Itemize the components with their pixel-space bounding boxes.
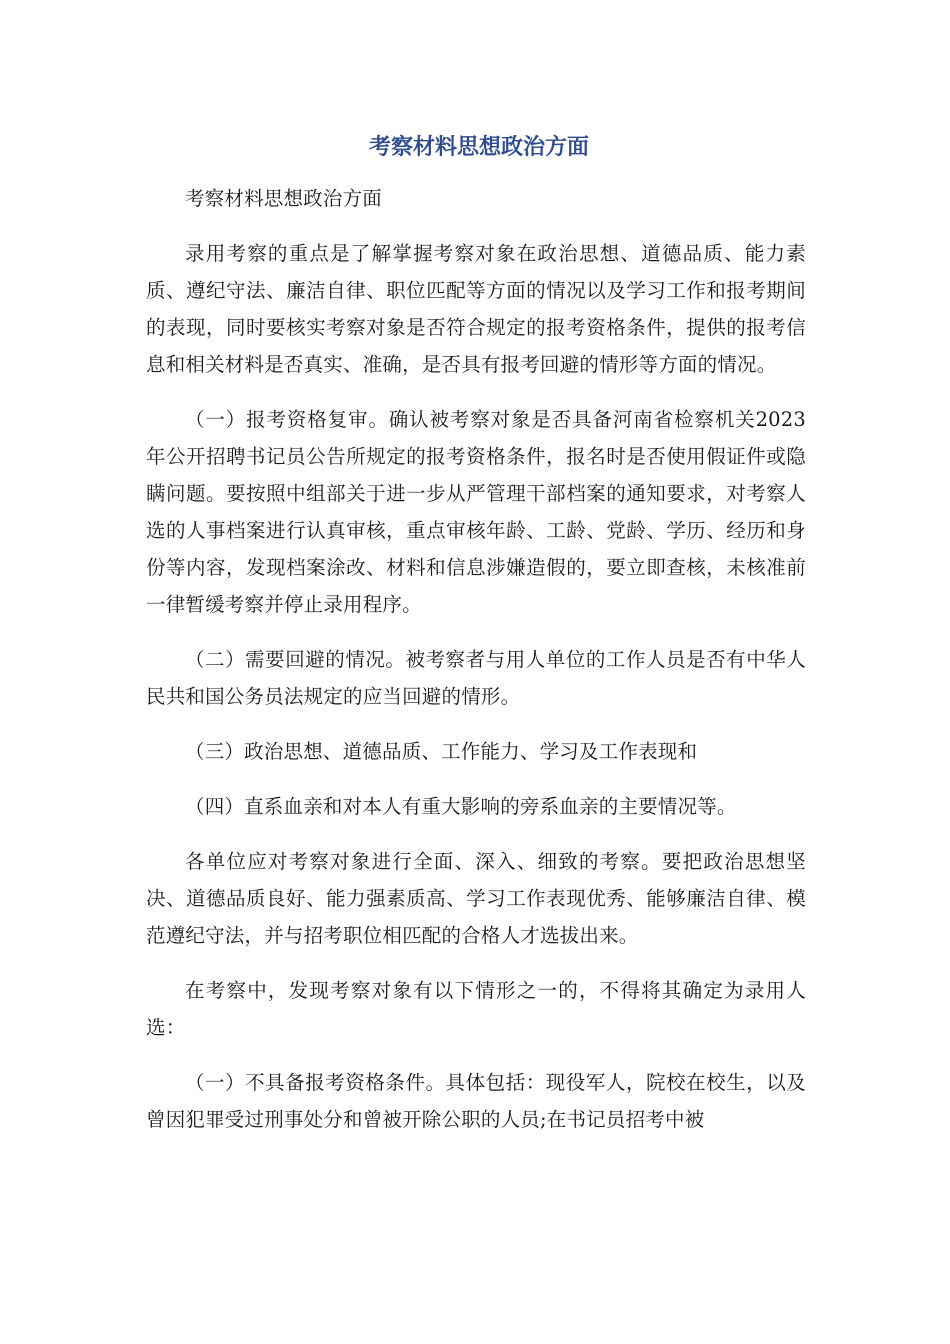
item-1-paragraph: （一）报考资格复审。确认被考察对象是否具备河南省检察机关2023年公开招聘书记员公告所规定的报考资格条件，报名时是否使用假证件或隐瞒问题。要按照中组部关于进一步从严管理干部档案的通知要求，对考察人选的人事档案进行认真审核，重点审核年龄、工龄、党龄、学历、经历和身份等内容，发现档案涂改、材料和信息涉嫌造假的，要立即查核，未核准前一律暂缓考察并停止录用程序。 xyxy=(146,408,806,616)
item-3-paragraph: （三）政治思想、道德品质、工作能力、学习及工作表现和 xyxy=(185,740,698,763)
requirement-paragraph: 各单位应对考察对象进行全面、深入、细致的考察。要把政治思想坚决、道德品质良好、能力强素质高、学习工作表现优秀、能够廉洁自律、模范遵纪守法，并与招考职位相匹配的合格人才选拔出来。 xyxy=(146,850,806,947)
item-2-paragraph: （二）需要回避的情况。被考察者与用人单位的工作人员是否有中华人民共和国公务员法规定的应当回避的情形。 xyxy=(146,648,806,708)
document-title: 考察材料思想政治方面 xyxy=(368,135,589,160)
intro-paragraph: 录用考察的重点是了解掌握考察对象在政治思想、道德品质、能力素质、遵纪守法、廉洁自律、职位匹配等方面的情况以及学习工作和报考期间的表现，同时要核实考察对象是否符合规定的报考资格条件，提供的报考信息和相关材料是否真实、准确，是否具有报考回避的情形等方面的情况。 xyxy=(146,242,806,376)
exclusion-intro-paragraph: 在考察中，发现考察对象有以下情形之一的，不得将其确定为录用人选： xyxy=(146,979,806,1039)
subtitle-paragraph: 考察材料思想政治方面 xyxy=(185,187,383,210)
exclusion-item-1-paragraph: （一）不具备报考资格条件。具体包括：现役军人，院校在校生，以及曾因犯罪受过刑事处分和曾被开除公职的人员;在书记员招考中被 xyxy=(146,1071,806,1131)
document-page xyxy=(146,128,806,1156)
item-4-paragraph: （四）直系血亲和对本人有重大影响的旁系血亲的主要情况等。 xyxy=(185,795,737,818)
